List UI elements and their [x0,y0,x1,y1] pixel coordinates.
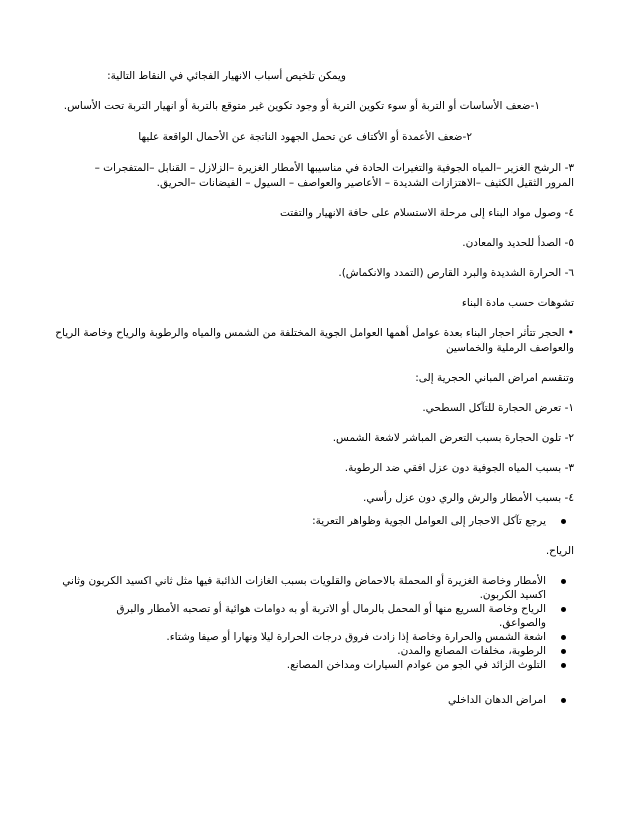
cause-1: ١-ضعف الأساسات أو التربة أو سوء تكوين التربة أو وجود تكوين غير متوقع بالتربة أو انهيار التربة تحت الأساس. [63,100,540,112]
wind-bullet-5 [287,659,546,672]
disease-1: ١- تعرض الحجارة للتآكل السطحي. [422,402,574,414]
wind-bullet-2-cont [499,617,546,630]
cause-6: ٦- الحرارة الشديدة والبرد القارص (التمدد والانكماش). [338,267,574,279]
disease-3: ٣- بسبب المياه الجوفية دون عزل افقي ضد الرطوبة. [344,462,574,474]
bullet-paint [448,694,546,707]
wind-bullet-2 [116,603,546,616]
wind-bullet-5-text: التلوث الزائد في الجو من عوادم السيارات ومداخن المصانع. [286,659,546,671]
disease-2: ٢- تلون الحجارة بسبب التعرض المباشر لاشعة الشمس. [332,432,574,444]
wind-bullet-1-line-1: الأمطار وخاصة الغزيرة أو المحملة بالاحماض والقلويات بسبب الغازات الذائبة فيها مثل ثاني اكسيد الكربون وثاني [62,575,546,587]
heading-defects: تشوهات حسب مادة البناء [461,297,574,309]
cause-3-cont: المرور الثقيل الكثيف –الاهتزازات الشديدة – الأعاصير والعواصف – السيول – الفيضانات –الحريق. [156,177,574,189]
bullet-icon [561,635,566,640]
bullet-erosion-text: يرجع تآكل الاحجار إلى العوامل الجوية وظواهر التعرية: [312,515,546,527]
wind-bullet-1-cont [480,589,546,602]
cause-5: ٥- الصدأ للحديد والمعادن. [462,237,574,249]
bullet-icon [561,519,566,524]
bullet-icon [561,698,566,703]
stone-paragraph-line-1: • الحجر تتأثر احجار البناء بعدة عوامل أهمها العوامل الجوية المختلفة من الشمس والمياه والرطوبة والرياح وخاصة الرياح [55,327,574,339]
bullet-paint-text: امراض الدهان الداخلي [448,694,546,706]
bullet-icon [561,649,566,654]
intro-line: ويمكن تلخيص أسباب الانهيار الفجائي في النقاط التالية: [107,70,346,82]
wind-bullet-1-line-2: اكسيد الكربون. [479,589,546,601]
wind-bullet-4-text: الرطوبة، مخلفات المصانع والمدن. [397,645,546,657]
cause-4: ٤- وصول مواد البناء إلى مرحلة الاستسلام على حافة الانهيار والتفتت [279,207,574,219]
wind-bullet-2-line-2: والصواعق. [499,617,546,629]
heading-diseases: وتنقسم امراض المباني الحجرية إلى: [415,372,574,384]
cause-2: ٢-ضعف الأعمدة أو الأكتاف عن تحمل الجهود الناتجة عن الأحمال الواقعة عليها [138,131,472,143]
wind-bullet-1 [62,575,546,588]
wind-bullet-3-text: اشعة الشمس والحرارة وخاصة إذا زادت فروق درجات الحرارة ليلا ونهارا أو صيفا وشتاء. [166,631,546,643]
stone-paragraph-line-2: والعواصف الرملية والخماسين [445,342,574,354]
cause-3: ٣- الرشح الغزير –المياه الجوفية والتغيرات الحادة في مناسيبها الأمطار الغزيرة –الزلازل – القنابل –المتفجرات – [94,162,574,174]
wind-bullet-2-line-1: الرياح وخاصة السريع منها أو المحمل بالرمال أو الاتربة أو به دوامات هوائية أو تصحبه الأمطار والبرق [116,603,546,615]
bullet-icon [561,607,566,612]
disease-4: ٤- بسبب الأمطار والرش والري دون عزل رأسي. [363,492,574,504]
heading-wind: الرياح. [545,545,574,557]
wind-bullet-3 [166,631,546,644]
bullet-erosion [312,515,546,528]
wind-bullet-4 [397,645,546,658]
bullet-icon [561,579,566,584]
bullet-icon [561,663,566,668]
